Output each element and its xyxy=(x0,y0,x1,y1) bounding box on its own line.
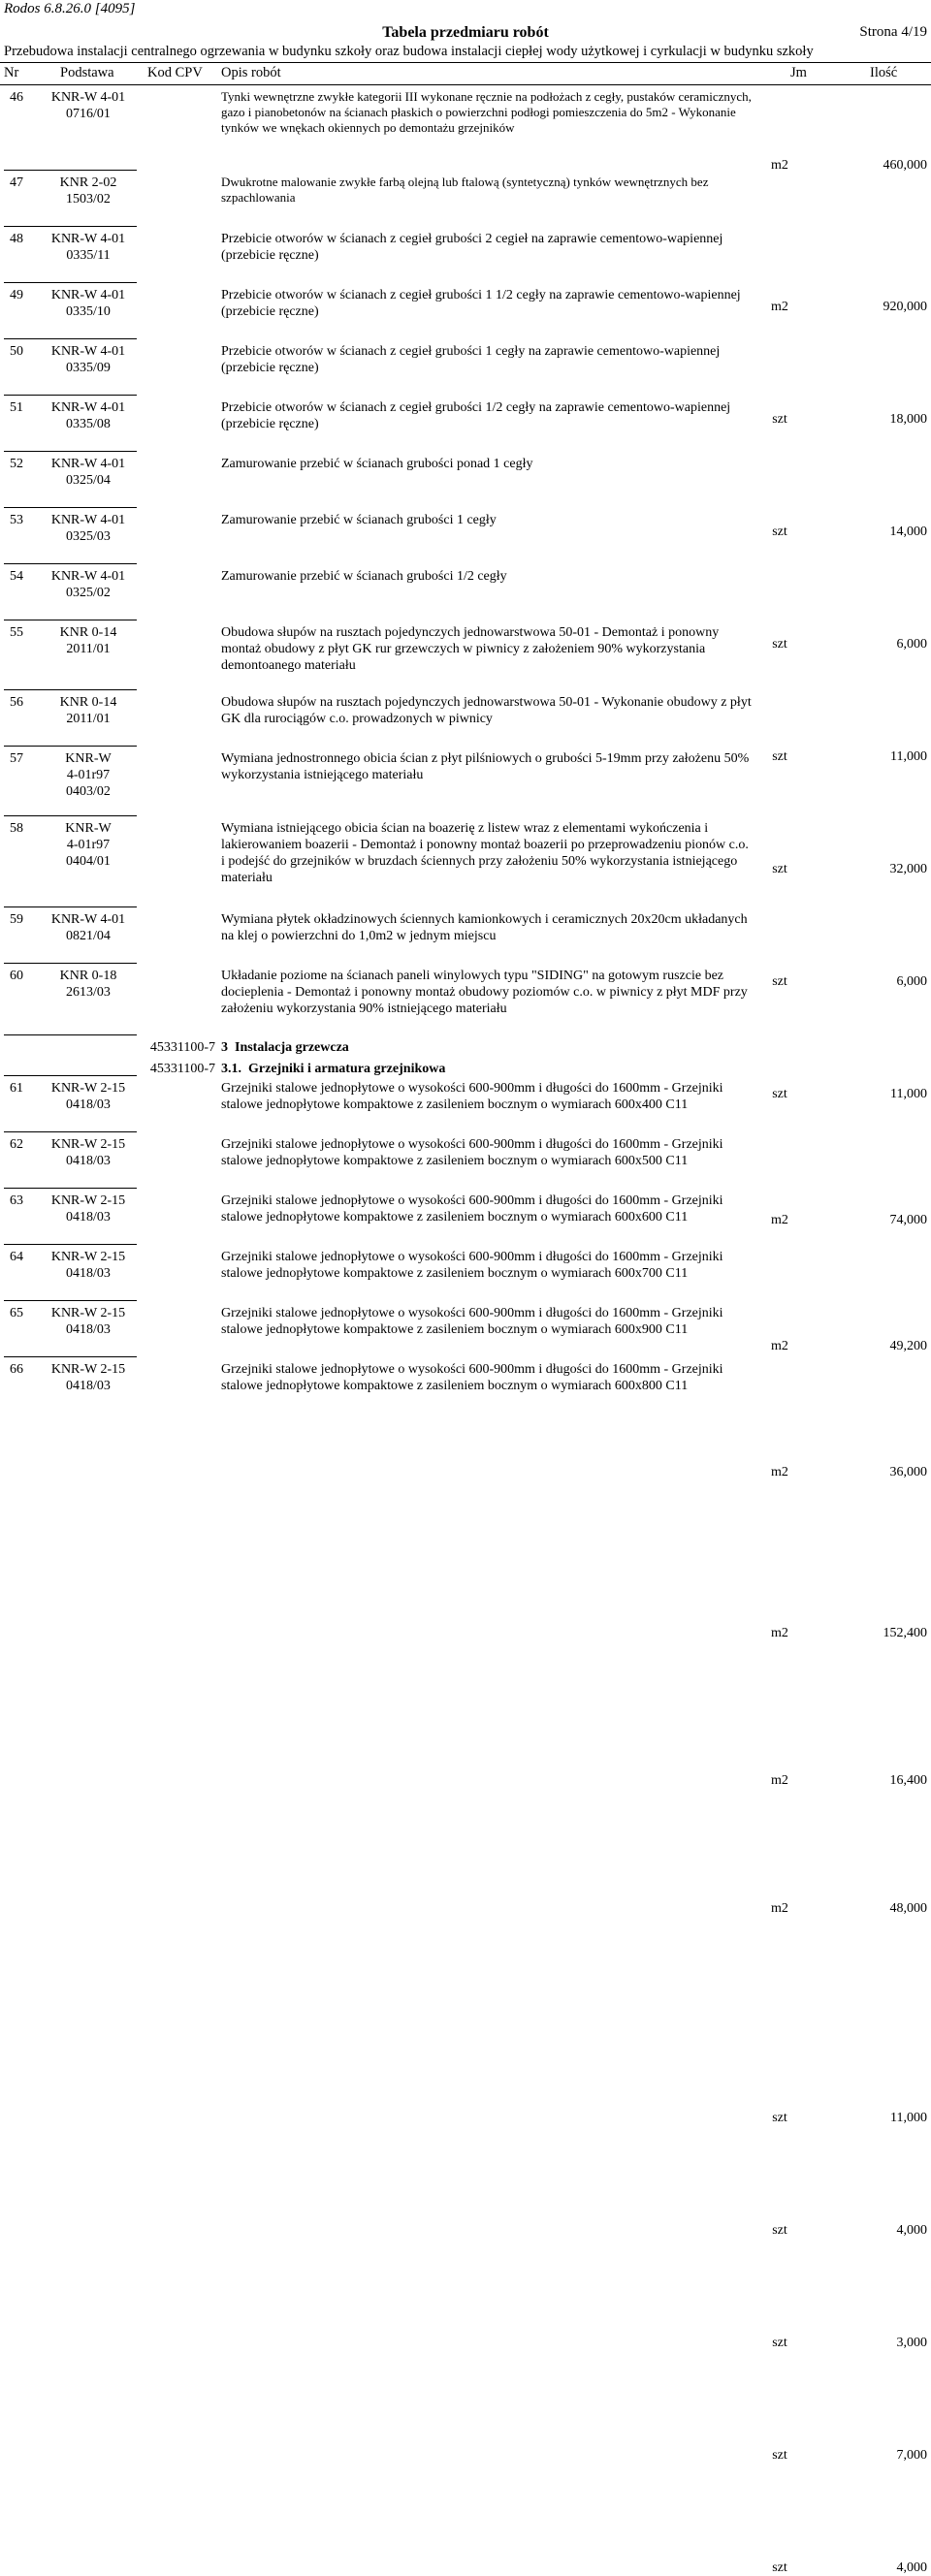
row-basis: KNR-W 2-15 0418/03 xyxy=(50,1193,126,1224)
row-basis: KNR-W 2-15 0418/03 xyxy=(50,1081,126,1112)
row-quantity: 14,000 xyxy=(889,525,927,539)
row-description: Zamurowanie przebić w ścianach grubości ponad 1 cegły xyxy=(221,457,533,471)
row-cpv-code: 45331100-7 xyxy=(149,1040,215,1055)
row-quantity: 18,000 xyxy=(889,412,927,427)
column-header-cpv: Kod CPV xyxy=(147,65,203,80)
row-number: 50 xyxy=(10,344,23,359)
row-separator xyxy=(4,1244,137,1245)
row-separator xyxy=(4,338,137,339)
row-unit: m2 xyxy=(771,1213,788,1227)
row-description: Przebicie otworów w ścianach z cegieł grubości 1 cegły na zaprawie cementowo-wapiennej (przebicie ręczne) xyxy=(221,344,721,375)
row-number: 56 xyxy=(10,695,23,710)
row-description: Przebicie otworów w ścianach z cegieł grubości 1 1/2 cegły na zaprawie cementowo-wapiennej (przebicie ręczne) xyxy=(221,288,741,319)
row-separator xyxy=(4,170,137,171)
row-basis: KNR-W 4-01 0325/04 xyxy=(50,457,126,488)
header-bottom-rule xyxy=(0,84,931,85)
row-separator xyxy=(4,1075,137,1076)
row-basis: KNR 0-14 2011/01 xyxy=(59,695,117,726)
row-number: 47 xyxy=(10,175,23,190)
row-description: 3.1. Grzejniki i armatura grzejnikowa xyxy=(221,1062,446,1076)
row-description: Dwukrotne malowanie zwykłe farbą olejną lub ftalową (syntetyczną) tynków wewnętrznych bez szpachlowania xyxy=(221,175,709,205)
row-number: 61 xyxy=(10,1081,23,1096)
row-number: 63 xyxy=(10,1193,23,1208)
row-separator xyxy=(4,226,137,227)
row-unit: szt xyxy=(772,412,787,427)
row-quantity: 32,000 xyxy=(889,862,927,876)
row-quantity: 11,000 xyxy=(890,1087,927,1101)
row-description: Grzejniki stalowe jednopłytowe o wysokości 600-900mm i długości do 1600mm - Grzejniki stalowe jednopłytowe kompaktowe z zasileniem bocznym o wymiarach 600x600 C11 xyxy=(221,1193,723,1224)
row-quantity: 152,400 xyxy=(883,1626,927,1640)
column-header-description: Opis robót xyxy=(221,65,281,80)
row-unit: m2 xyxy=(771,158,788,173)
row-unit: m2 xyxy=(771,1465,788,1479)
row-description: 3 Instalacja grzewcza xyxy=(221,1040,349,1055)
row-unit: szt xyxy=(772,2111,787,2125)
row-separator xyxy=(4,1300,137,1301)
row-number: 51 xyxy=(10,400,23,415)
row-description: Obudowa słupów na rusztach pojedynczych jednowarstwowa 50-01 - Demontaż i ponowny montaż obudowy z płyt GK rur grzewczych w piwnicy z założeniem 90% wykorzystania demontoanego materiału xyxy=(221,625,720,673)
row-quantity: 4,000 xyxy=(896,2560,927,2575)
row-separator xyxy=(4,689,137,690)
row-number: 60 xyxy=(10,969,23,983)
row-separator xyxy=(4,1356,137,1357)
column-header-quantity: Ilość xyxy=(870,65,898,80)
row-basis: KNR-W 4-01 0335/09 xyxy=(50,344,126,375)
row-unit: m2 xyxy=(771,300,788,314)
row-basis: KNR-W 2-15 0418/03 xyxy=(50,1362,126,1393)
row-separator xyxy=(4,746,137,747)
row-unit: szt xyxy=(772,749,787,764)
document-title: Tabela przedmiaru robót xyxy=(382,24,549,41)
row-unit: szt xyxy=(772,2448,787,2463)
row-quantity: 6,000 xyxy=(896,974,927,989)
row-basis: KNR-W 4-01 0716/01 xyxy=(50,90,126,121)
row-basis: KNR 0-18 2613/03 xyxy=(59,969,117,1000)
row-quantity: 16,400 xyxy=(889,1773,927,1788)
row-description: Przebicie otworów w ścianach z cegieł grubości 2 cegieł na zaprawie cementowo-wapiennej (przebicie ręczne) xyxy=(221,232,723,263)
row-number: 66 xyxy=(10,1362,23,1377)
row-unit: szt xyxy=(772,525,787,539)
row-quantity: 11,000 xyxy=(890,749,927,764)
project-subtitle: Przebudowa instalacji centralnego ogrzewania w budynku szkoły oraz budowa instalacji ciepłej wody użytkowej i cyrkulacji w budynku szkoły xyxy=(4,44,814,59)
row-quantity: 3,000 xyxy=(896,2336,927,2350)
header-top-rule xyxy=(0,62,931,63)
row-quantity: 920,000 xyxy=(883,300,927,314)
row-description: Grzejniki stalowe jednopłytowe o wysokości 600-900mm i długości do 1600mm - Grzejniki stalowe jednopłytowe kompaktowe z zasileniem bocznym o wymiarach 600x900 C11 xyxy=(221,1306,723,1337)
row-quantity: 74,000 xyxy=(889,1213,927,1227)
row-description: Wymiana płytek okładzinowych ściennych kamionkowych i ceramicznych 20x20cm układanych na klej o powierzchni do 1,0m2 w jednym miejscu xyxy=(221,912,748,943)
row-unit: m2 xyxy=(771,1773,788,1788)
row-number: 55 xyxy=(10,625,23,640)
row-description: Zamurowanie przebić w ścianach grubości 1/2 cegły xyxy=(221,569,507,584)
row-basis: KNR-W 2-15 0418/03 xyxy=(50,1250,126,1281)
row-basis: KNR-W 2-15 0418/03 xyxy=(50,1137,126,1168)
row-description: Przebicie otworów w ścianach z cegieł grubości 1/2 cegły na zaprawie cementowo-wapiennej (przebicie ręczne) xyxy=(221,400,731,431)
row-separator xyxy=(4,1131,137,1132)
row-basis: KNR-W 2-15 0418/03 xyxy=(50,1306,126,1337)
row-basis: KNR 0-14 2011/01 xyxy=(59,625,117,656)
row-unit: m2 xyxy=(771,1339,788,1353)
row-unit: m2 xyxy=(771,1626,788,1640)
row-quantity: 49,200 xyxy=(889,1339,927,1353)
column-header-basis: Podstawa xyxy=(60,65,114,80)
row-basis: KNR-W 4-01 0325/03 xyxy=(50,513,126,544)
row-separator xyxy=(4,451,137,452)
row-description: Grzejniki stalowe jednopłytowe o wysokości 600-900mm i długości do 1600mm - Grzejniki stalowe jednopłytowe kompaktowe z zasileniem bocznym o wymiarach 600x700 C11 xyxy=(221,1250,723,1281)
row-quantity: 36,000 xyxy=(889,1465,927,1479)
row-number: 48 xyxy=(10,232,23,246)
row-quantity: 4,000 xyxy=(896,2223,927,2238)
row-separator xyxy=(4,395,137,396)
row-separator xyxy=(4,563,137,564)
row-unit: szt xyxy=(772,1087,787,1101)
row-unit: szt xyxy=(772,2336,787,2350)
row-description: Zamurowanie przebić w ścianach grubości 1 cegły xyxy=(221,513,497,527)
row-basis: KNR 2-02 1503/02 xyxy=(59,175,117,207)
row-number: 53 xyxy=(10,513,23,527)
row-separator xyxy=(4,282,137,283)
row-unit: szt xyxy=(772,862,787,876)
row-description: Grzejniki stalowe jednopłytowe o wysokości 600-900mm i długości do 1600mm - Grzejniki stalowe jednopłytowe kompaktowe z zasileniem bocznym o wymiarach 600x500 C11 xyxy=(221,1137,723,1168)
row-quantity: 11,000 xyxy=(890,2111,927,2125)
page-number: Strona 4/19 xyxy=(859,24,927,40)
row-number: 49 xyxy=(10,288,23,302)
row-number: 62 xyxy=(10,1137,23,1152)
row-quantity: 6,000 xyxy=(896,637,927,652)
row-basis: KNR-W 4-01 0325/02 xyxy=(50,569,126,600)
row-basis: KNR-W 4-01 0335/11 xyxy=(50,232,126,263)
row-separator xyxy=(4,507,137,508)
row-number: 54 xyxy=(10,569,23,584)
row-basis: KNR-W 4-01 0335/08 xyxy=(50,400,126,431)
row-quantity: 48,000 xyxy=(889,1901,927,1916)
row-cpv-code: 45331100-7 xyxy=(149,1062,215,1076)
row-basis: KNR-W 4-01 0821/04 xyxy=(50,912,126,943)
column-header-unit: Jm xyxy=(790,65,807,80)
row-separator xyxy=(4,963,137,964)
row-description: Grzejniki stalowe jednopłytowe o wysokości 600-900mm i długości do 1600mm - Grzejniki stalowe jednopłytowe kompaktowe z zasileniem bocznym o wymiarach 600x400 C11 xyxy=(221,1081,723,1112)
row-description: Wymiana istniejącego obicia ścian na boazerię z listew wraz z elementami wykończenia i lakierowaniem boazerii - Demontaż i ponowny montaż boazerii po przeprowadzeniu pionów c.o. i podejść do grzejników w bruzdach ściennych przy założeniu 50% wykorzystania istniejącego materiału xyxy=(221,821,749,885)
row-number: 59 xyxy=(10,912,23,927)
row-unit: szt xyxy=(772,2560,787,2575)
software-version: Rodos 6.8.26.0 [4095] xyxy=(4,1,136,16)
row-separator xyxy=(4,906,137,907)
row-description: Wymiana jednostronnego obicia ścian z płyt pilśniowych o grubości 5-19mm przy założenu 50% wykorzystania istniejącego materiału xyxy=(221,751,750,782)
row-number: 57 xyxy=(10,751,23,766)
row-number: 58 xyxy=(10,821,23,836)
row-separator xyxy=(4,815,137,816)
row-number: 46 xyxy=(10,90,23,105)
column-header-nr: Nr xyxy=(4,65,19,80)
row-quantity: 460,000 xyxy=(883,158,927,173)
row-separator xyxy=(4,1188,137,1189)
row-unit: szt xyxy=(772,2223,787,2238)
row-basis: KNR-W 4-01r97 0404/01 xyxy=(65,821,112,869)
row-quantity: 7,000 xyxy=(896,2448,927,2463)
row-description: Grzejniki stalowe jednopłytowe o wysokości 600-900mm i długości do 1600mm - Grzejniki stalowe jednopłytowe kompaktowe z zasileniem bocznym o wymiarach 600x800 C11 xyxy=(221,1362,723,1393)
row-basis: KNR-W 4-01r97 0403/02 xyxy=(65,751,112,799)
row-description: Obudowa słupów na rusztach pojedynczych jednowarstwowa 50-01 - Wykonanie obudowy z płyt GK dla rurociągów c.o. prowadzonych w piwnicy xyxy=(221,695,752,726)
row-number: 52 xyxy=(10,457,23,471)
row-unit: m2 xyxy=(771,1901,788,1916)
row-basis: KNR-W 4-01 0335/10 xyxy=(50,288,126,319)
row-description: Układanie poziome na ścianach paneli winylowych typu "SIDING" na gotowym ruszcie bez docieplenia - Demontaż i ponowny montaż obudowy poziomów c.o. w piwnicy z płyt MDF przy założeniu wykorzystania 90% istniejącego materiału xyxy=(221,969,748,1016)
row-description: Tynki wewnętrzne zwykłe kategorii III wykonane ręcznie na podłożach z cegły, pustaków ceramicznych, gazo i pianobetonów na ścianach płaskich o powierzchni podłogi pomieszczenia do 5m2 - Wykonanie tynków we wnękach okiennych po demontażu grzejników xyxy=(221,89,752,135)
row-number: 65 xyxy=(10,1306,23,1320)
row-separator xyxy=(4,1034,137,1035)
row-unit: szt xyxy=(772,637,787,652)
row-number: 64 xyxy=(10,1250,23,1264)
row-unit: szt xyxy=(772,974,787,989)
